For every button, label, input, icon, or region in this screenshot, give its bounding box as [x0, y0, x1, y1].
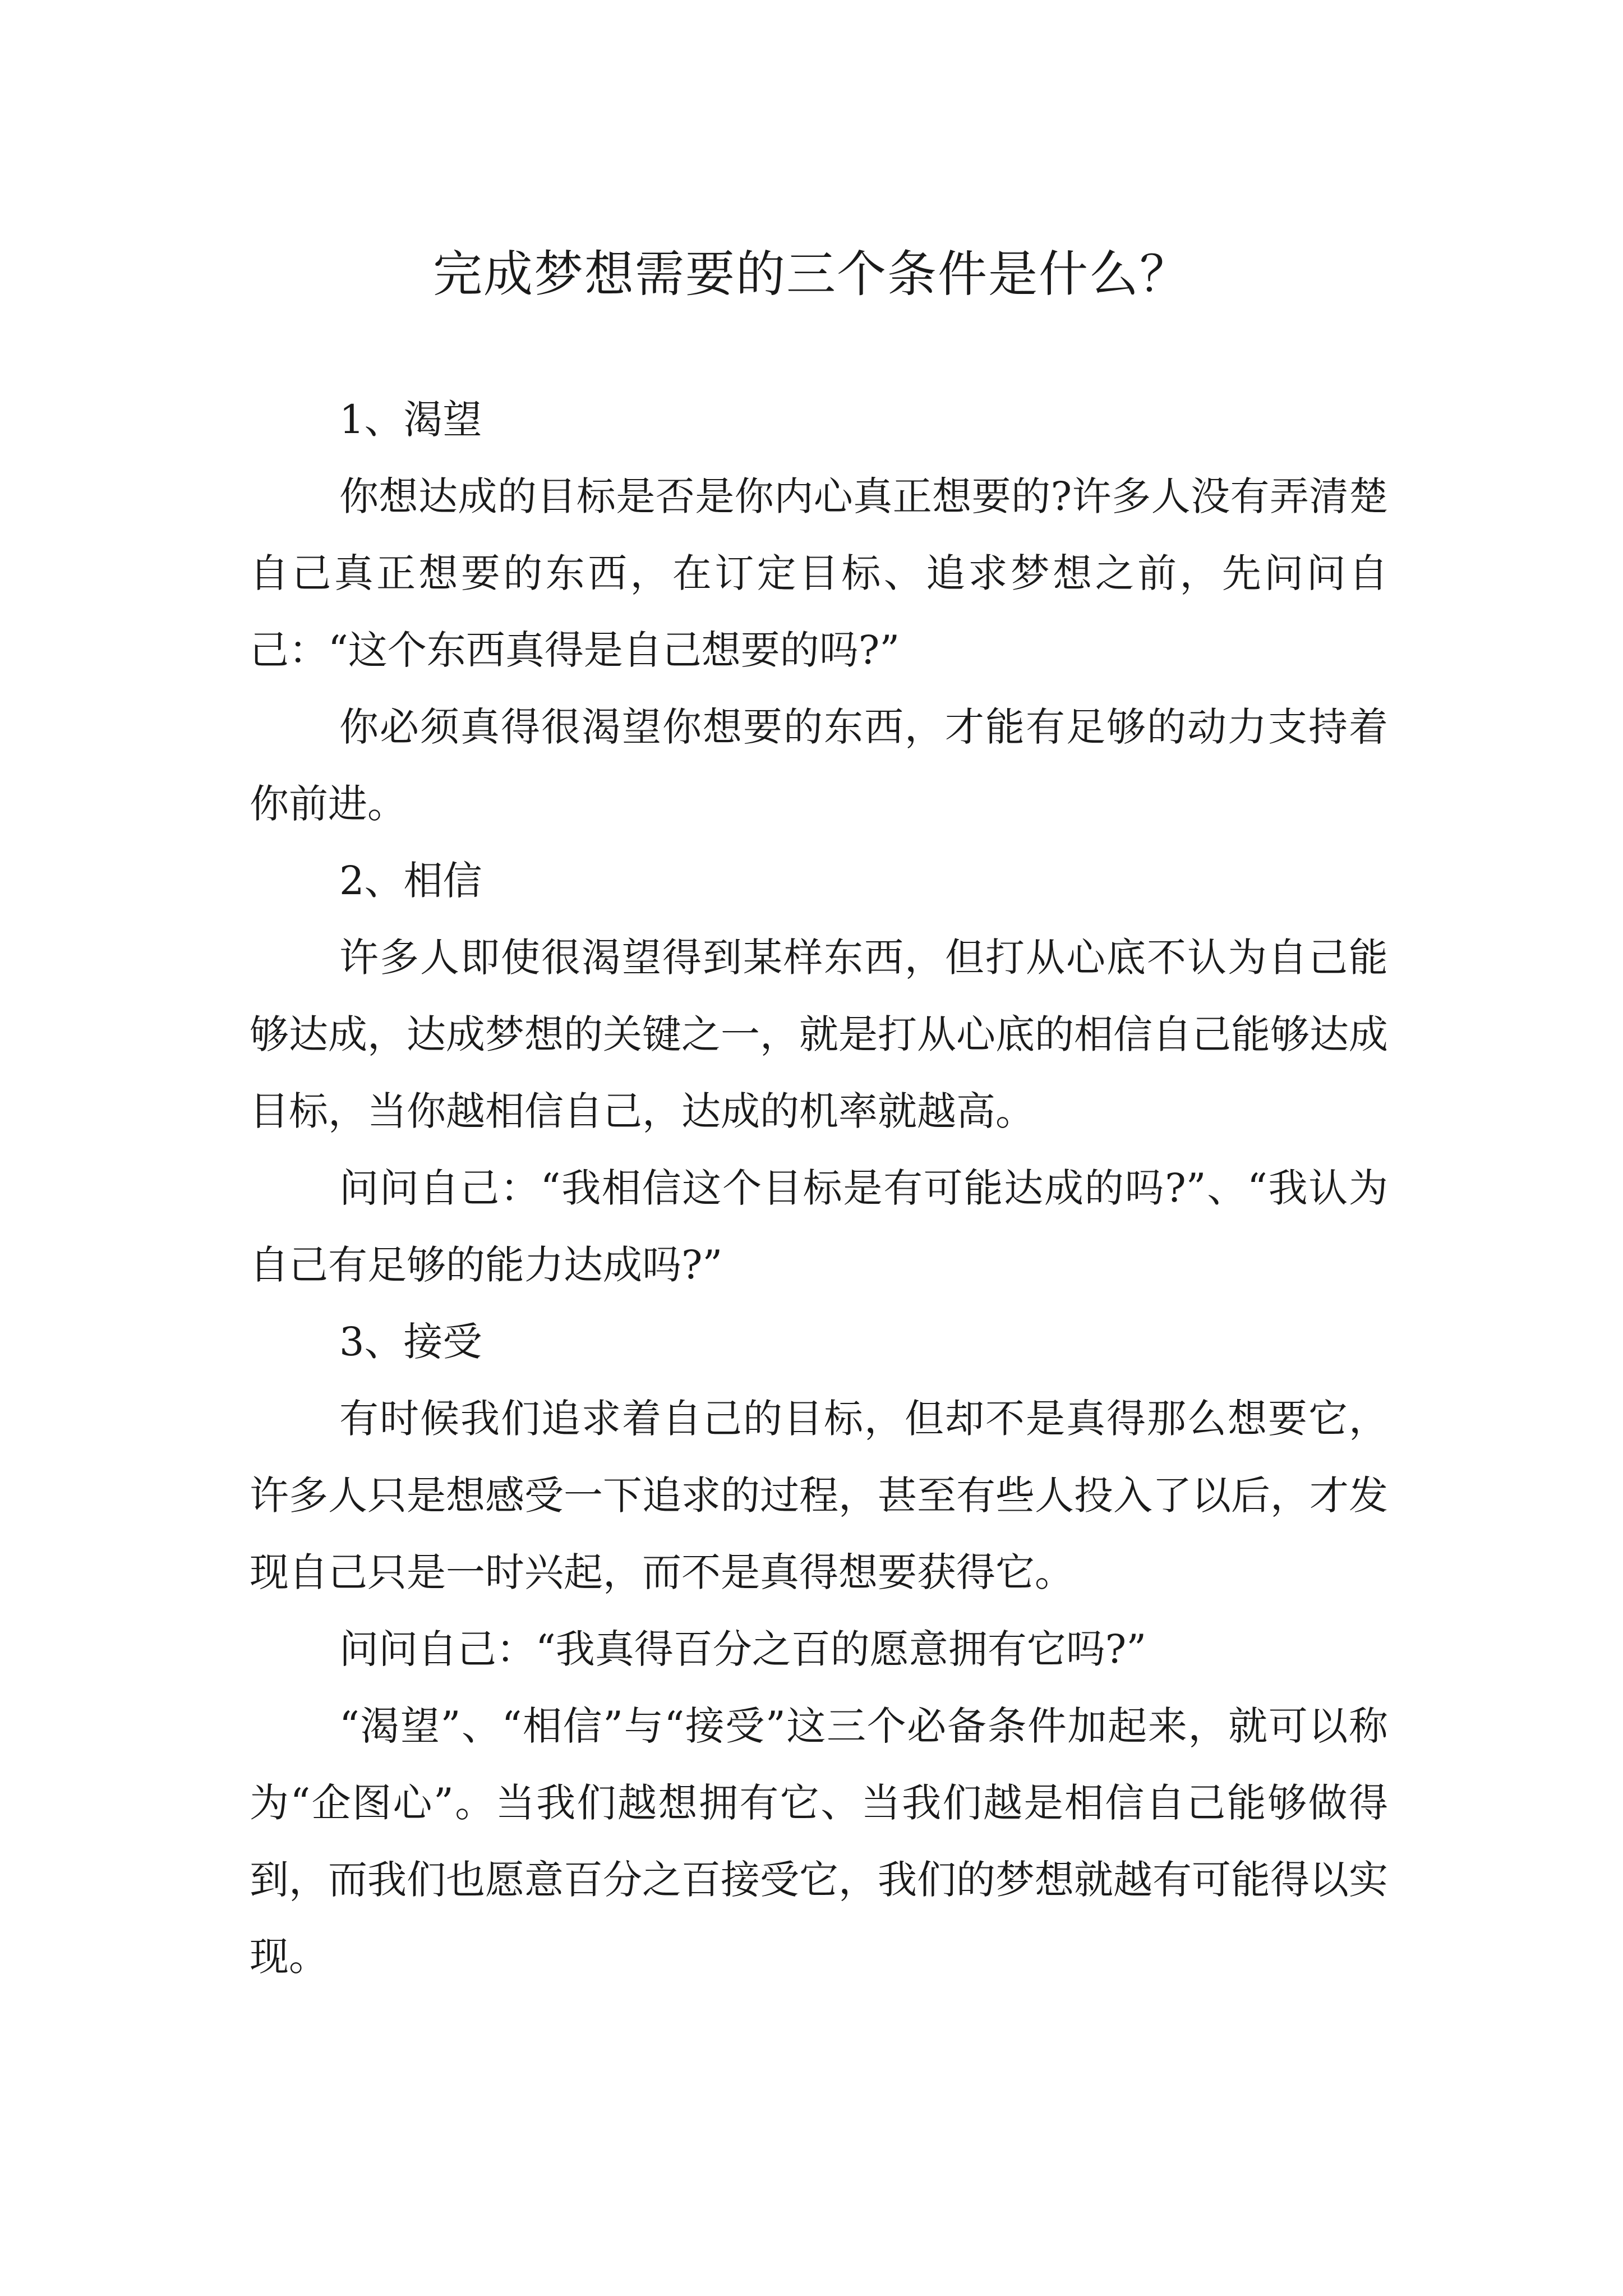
body-paragraph: 问问自己：“我相信这个目标是有可能达成的吗?”、“我认为自己有足够的能力达成吗?”: [250, 1165, 1388, 1288]
body-paragraph: 问问自己：“我真得百分之百的愿意拥有它吗?”: [339, 1626, 1147, 1672]
body-paragraph: 许多人即使很渴望得到某样东西，但打从心底不认为自己能够达成，达成梦想的关键之一，就是打从心底的相信自己能够达成目标，当你越相信自己，达成的机率就越高。: [250, 935, 1388, 1134]
body-paragraph: 你想达成的目标是否是你内心真正想要的?许多人没有弄清楚自己真正想要的东西，在订定目标、追求梦想之前，先问问自己：“这个东西真得是自己想要的吗?”: [250, 473, 1388, 673]
document-title: 完成梦想需要的三个条件是什么？: [432, 245, 1190, 303]
section-heading-acceptance: 3、接受: [339, 1319, 482, 1365]
section-heading-belief: 2、相信: [339, 858, 482, 904]
body-paragraph: 有时候我们追求着自己的目标，但却不是真得那么想要它，许多人只是想感受一下追求的过程，甚至有些人投入了以后，才发现自己只是一时兴起，而不是真得想要获得它。: [250, 1396, 1388, 1595]
section-heading-desire: 1、渴望: [339, 397, 482, 443]
document-body: [250, 381, 1388, 1995]
body-paragraph: 你必须真得很渴望你想要的东西，才能有足够的动力支持着你前进。: [250, 704, 1388, 827]
body-paragraph-conclusion: “渴望”、“相信”与“接受”这三个必备条件加起来，就可以称为“企图心”。当我们越想拥有它、当我们越是相信自己能够做得到，而我们也愿意百分之百接受它，我们的梦想就越有可能得以实现。: [250, 1703, 1388, 1980]
